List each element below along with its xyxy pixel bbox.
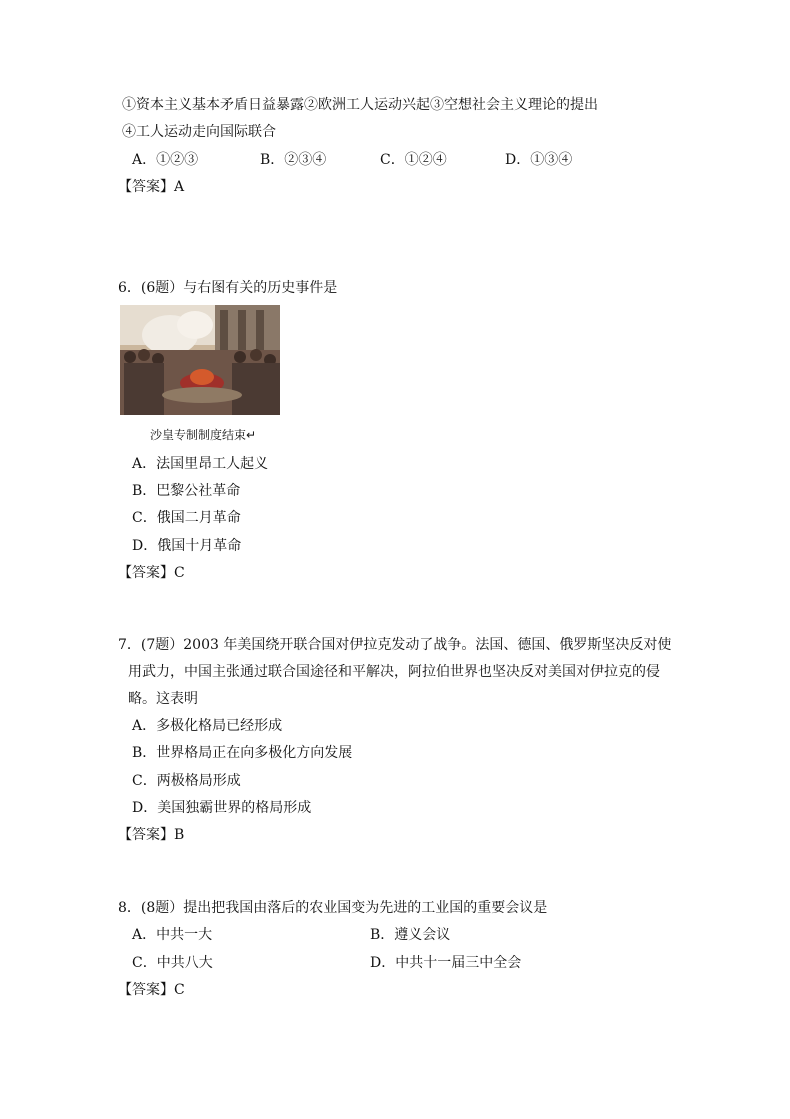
q6-option-b: B．巴黎公社革命 — [132, 483, 241, 499]
q5-option-d: D．①③④ — [505, 152, 573, 168]
q5-option-c: C．①②④ — [380, 152, 447, 168]
q7-stem-line2: 用武力，中国主张通过联合国途径和平解决，阿拉伯世界也坚决反对美国对伊拉克的侵 — [128, 664, 660, 680]
photo-caption: 沙皇专制制度结束↵ — [150, 428, 257, 442]
q7-stem-line3: 略。这表明 — [128, 691, 198, 707]
q6-option-a: A．法国里昂工人起义 — [132, 456, 269, 472]
q5-answer: 【答案】A — [118, 179, 185, 195]
q6-answer: 【答案】C — [118, 565, 185, 581]
q6-option-d: D．俄国十月革命 — [132, 538, 242, 554]
q7-answer: 【答案】B — [118, 827, 185, 843]
q5-option-b: B．②③④ — [260, 152, 327, 168]
q8-option-a: A．中共一大 — [132, 927, 213, 943]
q8-option-b: B．遵义会议 — [370, 927, 451, 943]
q8-stem: 8．(8题）提出把我国由落后的农业国变为先进的工业国的重要会议是 — [118, 900, 548, 916]
q7-option-b: B．世界格局正在向多极化方向发展 — [132, 745, 353, 761]
q5-option-a: A．①②③ — [132, 152, 199, 168]
q7-option-d: D．美国独霸世界的格局形成 — [132, 800, 312, 816]
q6-stem: 6．(6题）与右图有关的历史事件是 — [118, 280, 338, 296]
q6-option-c: C．俄国二月革命 — [132, 510, 241, 526]
q8-answer: 【答案】C — [118, 982, 185, 998]
q8-option-c: C．中共八大 — [132, 955, 213, 971]
q7-stem-line1: 7．(7题）2003 年美国绕开联合国对伊拉克发动了战争。法国、德国、俄罗斯坚决反对使 — [118, 637, 672, 653]
q7-option-c: C．两极格局形成 — [132, 773, 241, 789]
crowd-bonfire-illustration — [120, 305, 280, 415]
q7-option-a: A．多极化格局已经形成 — [132, 718, 283, 734]
q5-stem-line2: ④工人运动走向国际联合 — [122, 124, 276, 140]
historical-photo — [120, 305, 280, 415]
q5-stem-line1: ①资本主义基本矛盾日益暴露②欧洲工人运动兴起③空想社会主义理论的提出 — [122, 97, 598, 113]
q8-option-d: D．中共十一届三中全会 — [370, 955, 522, 971]
